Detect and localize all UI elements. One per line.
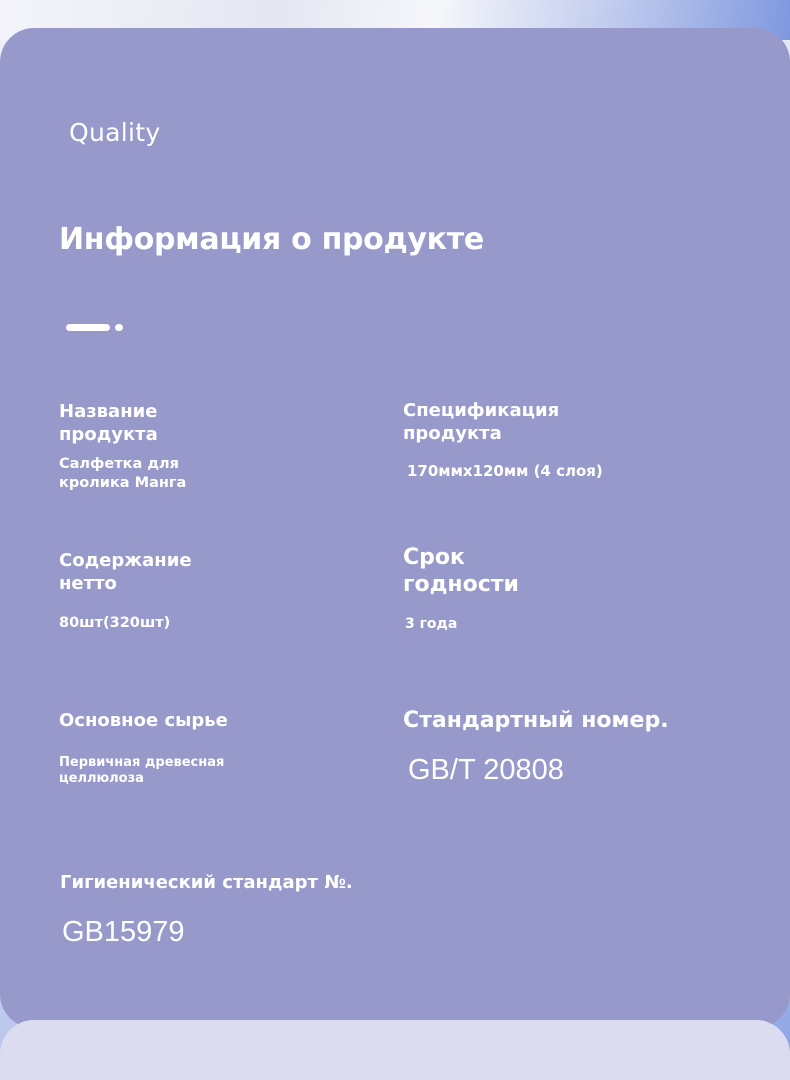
specification-label-line1: Спецификация — [403, 400, 560, 421]
bottom-card — [0, 1020, 790, 1080]
hygiene-standard-value: GB15979 — [62, 916, 185, 948]
product-name-value-line2: кролика Манга — [59, 475, 187, 491]
net-content-label — [59, 549, 359, 595]
shelf-life-label-line1: Срок — [403, 545, 465, 570]
shelf-life-label — [403, 544, 703, 598]
net-content-label-line1: Содержание — [59, 550, 192, 571]
raw-material-value-line2: целлюлоза — [59, 771, 144, 786]
raw-material-value-line1: Первичная древесная — [59, 755, 225, 770]
divider-bar — [66, 324, 110, 331]
product-name-label-line2: продукта — [59, 424, 158, 445]
divider-dot — [115, 324, 123, 331]
title-divider — [66, 324, 126, 332]
product-name-label — [59, 400, 359, 446]
shelf-life-value: 3 года — [405, 616, 458, 632]
net-content-value: 80шт(320шт) — [59, 615, 171, 631]
quality-heading: Quality — [69, 118, 161, 147]
specification-label — [403, 399, 703, 445]
specification-label-line2: продукта — [403, 423, 502, 444]
standard-number-label: Стандартный номер. — [403, 708, 669, 733]
raw-material-label: Основное сырье — [59, 710, 228, 731]
product-name-label-line1: Название — [59, 401, 158, 422]
net-content-label-line2: нетто — [59, 573, 117, 594]
standard-number-value: GB/T 20808 — [408, 754, 564, 786]
specification-value: 170ммх120мм (4 слоя) — [407, 462, 603, 480]
raw-material-value — [59, 755, 359, 787]
hygiene-standard-label: Гигиенический стандарт №. — [60, 872, 353, 893]
page-title: Информация о продукте — [59, 222, 484, 257]
product-name-value — [59, 455, 359, 493]
shelf-life-label-line2: годности — [403, 572, 519, 597]
product-name-value-line1: Салфетка для — [59, 456, 179, 472]
